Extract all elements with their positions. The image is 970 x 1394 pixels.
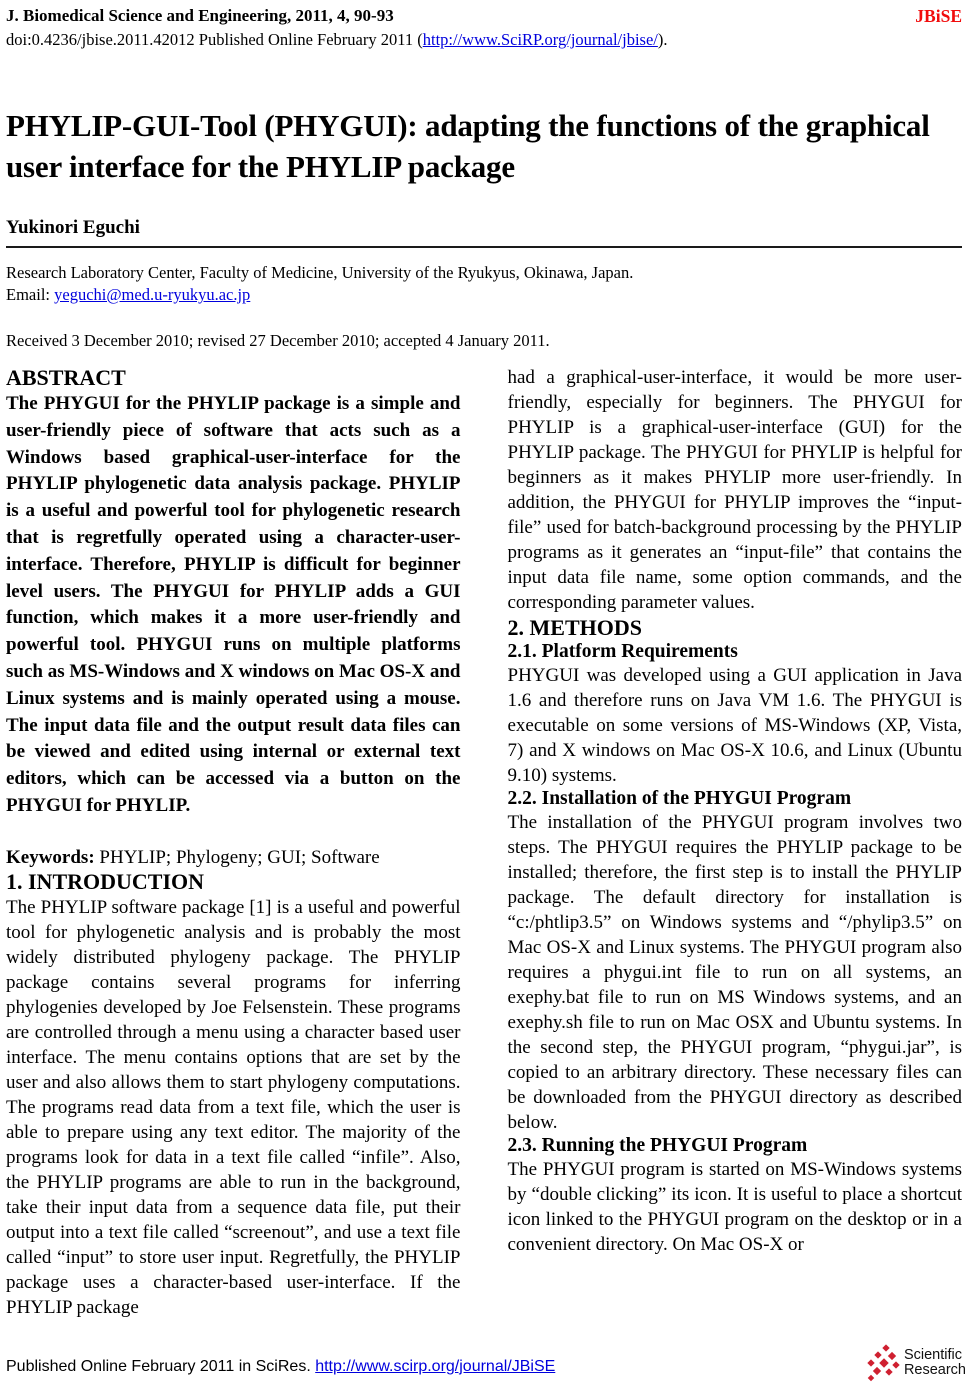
footer-journal-link[interactable]: http://www.scirp.org/journal/JBiSE	[315, 1358, 556, 1375]
introduction-text-right: had a graphical-user-interface, it would be more user-friendly, especially for beginners. The PHYGUI for PHYLIP is a graphical-user-interface (GUI) for the PHYLIP package. The PHYGUI for PHYLIP is helpful for beginners as it makes PHYLIP more user-friendly. In addition, the PHYGUI for PHYLIP improves the “input-file” used for batch-background processing by the PHYLIP programs as it generates an “input-file” that contains the input data file name, some option commands, and the corresponding parameter values.	[507, 367, 962, 613]
journal-citation: J. Biomedical Science and Engineering, 2011, 4, 90-93	[6, 6, 394, 25]
scirp-logo	[865, 1342, 966, 1384]
affiliation: Research Laboratory Center, Faculty of Medicine, University of the Ryukyus, Okinawa, Japan.	[6, 263, 634, 282]
subsection-2-1-text: PHYGUI was developed using a GUI application in Java 1.6 and therefore runs on Java VM 1.6. The PHYGUI is executable on some versions of MS-Windows (XP, Vista, 7) and X windows on Mac OS-X 10.6, and Linux (Ubuntu 9.10) systems.	[507, 665, 962, 786]
introduction-heading: 1. INTRODUCTION	[6, 868, 205, 894]
subsection-2-3-heading: 2.3. Running the PHYGUI Program	[507, 1135, 808, 1156]
subsection-2-3-text: The PHYGUI program is started on MS-Windows systems by “double clicking” its icon. It is useful to place a shortcut icon linked to the PHYGUI program on the desktop or in a convenient directory. On Mac OS-X or	[507, 1159, 962, 1255]
methods-heading: 2. METHODS	[507, 615, 642, 640]
scirp-logo-text	[904, 1348, 966, 1378]
received-dates: Received 3 December 2010; revised 27 December 2010; accepted 4 January 2011.	[6, 331, 550, 350]
subsection-2-2-text: The installation of the PHYGUI program involves two steps. The PHYGUI requires the PHYLIP package to be installed; therefore, the first step is to install the PHYLIP package. The default directory for installation is “c:/phtlip3.5” on Windows systems and “/phylip3.5” on Mac OS-X and Linux systems. The PHYGUI program also requires a phygui.int file to run on all systems, an exephy.bat file to run on MS Windows systems, and an exephy.sh file to run on Mac OSX and Ubuntu systems. In the second step, the PHYGUI program, “phygui.jar”, is copied to an arbitrary directory. These necessary files can be downloaded from the PHYGUI directory as described below.	[507, 812, 962, 1133]
keywords-line	[6, 847, 461, 869]
subsection-2-1-heading: 2.1. Platform Requirements	[507, 641, 738, 662]
email-label: Email:	[6, 285, 55, 304]
author-name: Yukinori Eguchi	[6, 217, 140, 238]
left-column	[6, 365, 461, 1320]
two-column-body	[6, 365, 962, 1320]
keywords-text: PHYLIP; Phylogeny; GUI; Software	[94, 846, 380, 868]
scirp-logo-line1: Scientific	[903, 1347, 962, 1363]
subsection-2-2-heading: 2.2. Installation of the PHYGUI Program	[507, 788, 852, 809]
footer-published-line	[6, 1358, 555, 1384]
abstract-heading: ABSTRACT	[6, 365, 126, 390]
keywords-label: Keywords:	[6, 846, 95, 868]
abstract-text: The PHYGUI for the PHYLIP package is a simple and user-friendly piece of software that acts such as a Windows based graphical-user-interface for the PHYLIP phylogenetic data analysis package. PHYLIP is a useful and powerful tool for phylogenetic research that is regretfully operated using a character-user-interface. Therefore, PHYLIP is difficult for beginner level users. The PHYGUI for PHYLIP adds a GUI function, which makes it a more user-friendly and powerful tool. PHYGUI runs on multiple platforms such as MS-Windows and X windows on Mac OS-X and Linux systems and is mainly operated using a mouse. The input data file and the output result data files can be viewed and edited using internal or external text editors, which can be accessed via a button on the PHYGUI for PHYLIP.	[6, 393, 461, 816]
journal-brand: JBiSE	[915, 6, 962, 26]
email-line	[6, 285, 962, 305]
paper-title: PHYLIP-GUI-Tool (PHYGUI): adapting the functions of the graphical user interface for the PHYLIP package	[6, 108, 930, 184]
right-column	[508, 365, 963, 1320]
email-link[interactable]: yeguchi@med.u-ryukyu.ac.jp	[54, 285, 251, 304]
doi-line	[6, 30, 962, 50]
footer-published-text: Published Online February 2011 in SciRes.	[6, 1358, 316, 1375]
scirp-logo-line2: Research	[903, 1362, 966, 1378]
page-footer	[6, 1342, 966, 1384]
author-divider	[6, 246, 962, 248]
page-header	[6, 6, 962, 27]
doi-text-suffix: ).	[657, 30, 668, 49]
introduction-text-left: The PHYLIP software package [1] is a useful and powerful tool for phylogenetic analysis and is probably the most widely distributed phylogeny package. The PHYLIP package contains several programs for inferring phylogenies developed by Joe Felsenstein. These programs are controlled through a menu using a character based user interface. The menu contains options that are set by the user and also allows them to start phylogeny computations. The programs read data from a text file, which the user is able to prepare using any text editor. The majority of the programs look for data in a text file called “infile”. Also, the PHYLIP programs are able to run in the background, take their input data from a sequence data file, put their output into a text file called “screenout”, and use a text file called “input” to store user input. Regretfully, the PHYLIP package uses a character-based user-interface. If the PHYLIP package	[6, 896, 461, 1318]
scirp-diamonds-icon	[865, 1342, 901, 1384]
doi-text-prefix: doi:0.4236/jbise.2011.42012 Published Online February 2011 (	[6, 30, 423, 49]
journal-url-link[interactable]: http://www.SciRP.org/journal/jbise/	[422, 30, 658, 49]
